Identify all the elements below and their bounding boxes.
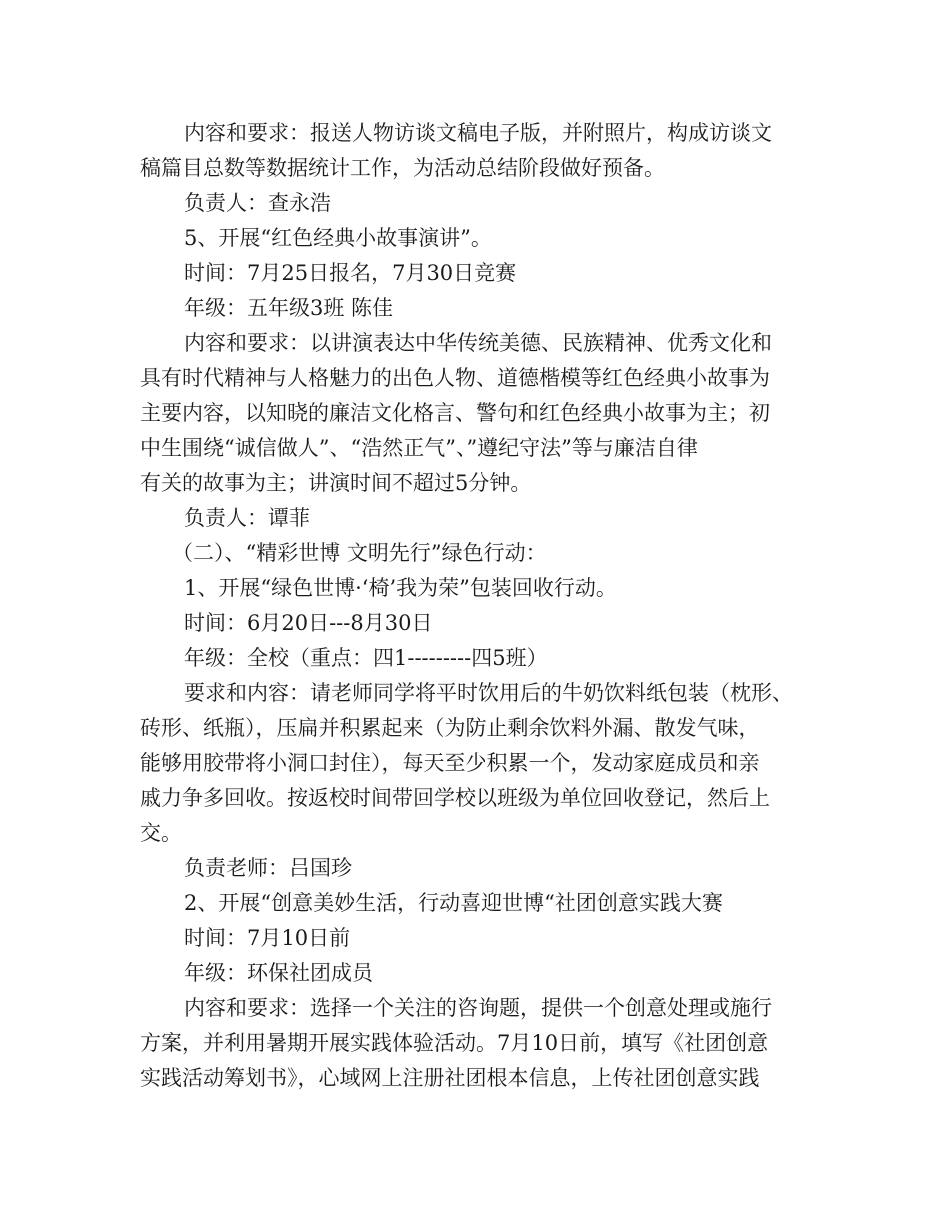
text-line: 负责人：谭菲 bbox=[184, 506, 310, 530]
section-heading: （二）、“精彩世博 文明先行”绿色行动： bbox=[172, 541, 547, 565]
text-line: 要求和内容：请老师同学将平时饮用后的牛奶饮料纸包装（枕形、 bbox=[184, 681, 793, 705]
text-line: 中生围绕“诚信做人”、“浩然正气”、”遵纪守法”等与廉洁自律 bbox=[140, 436, 698, 460]
text-line: 能够用胶带将小洞口封住），每天至少积累一个，发动家庭成员和亲 bbox=[140, 751, 760, 775]
text-line: 时间：7月10日前 bbox=[184, 926, 351, 950]
text-line: 交。 bbox=[140, 821, 182, 845]
text-line: 负责老师：吕国珍 bbox=[184, 856, 352, 880]
text-line: 时间：6月20日---8月30日 bbox=[184, 611, 433, 635]
text-line: 2、开展“创意美妙生活，行动喜迎世博“社团创意实践大赛 bbox=[184, 891, 723, 915]
text-line: 具有时代精神与人格魅力的出色人物、道德楷模等红色经典小故事为 bbox=[140, 366, 770, 390]
text-line: 内容和要求：以讲演表达中华传统美德、民族精神、优秀文化和 bbox=[184, 331, 772, 355]
text-line: 主要内容，以知晓的廉洁文化格言、警句和红色经典小故事为主；初 bbox=[140, 401, 770, 425]
text-line: 方案，并利用暑期开展实践体验活动。7月10日前，填写《社团创意 bbox=[140, 1031, 769, 1055]
text-line: 1、开展“绿色世博·‘椅’我为荣”包装回收行动。 bbox=[184, 576, 617, 600]
text-line: 砖形、纸瓶），压扁并积累起来（为防止剩余饮料外漏、散发气味， bbox=[140, 716, 760, 740]
text-line: 年级：环保社团成员 bbox=[184, 961, 373, 985]
text-line: 稿篇目总数等数据统计工作，为活动总结阶段做好预备。 bbox=[140, 156, 665, 180]
text-line: 负责人：查永浩 bbox=[184, 191, 331, 215]
text-line: 实践活动筹划书》，心域网上注册社团根本信息，上传社团创意实践 bbox=[140, 1066, 760, 1090]
text-line: 有关的故事为主；讲演时间不超过5分钟。 bbox=[140, 471, 532, 495]
text-line: 内容和要求：选择一个关注的咨询题，提供一个创意处理或施行 bbox=[184, 996, 772, 1020]
text-line: 年级：全校（重点：四1---------四5班） bbox=[184, 646, 548, 670]
text-line: 5、开展“红色经典小故事演讲”。 bbox=[184, 226, 492, 250]
text-line: 时间：7月25日报名，7月30日竞赛 bbox=[184, 261, 517, 285]
text-line: 年级：五年级3班 陈佳 bbox=[184, 296, 394, 320]
text-line: 内容和要求：报送人物访谈文稿电子版，并附照片，构成访谈文 bbox=[184, 121, 772, 145]
text-line: 戚力争多回收。按返校时间带回学校以班级为单位回收登记，然后上 bbox=[140, 786, 770, 810]
